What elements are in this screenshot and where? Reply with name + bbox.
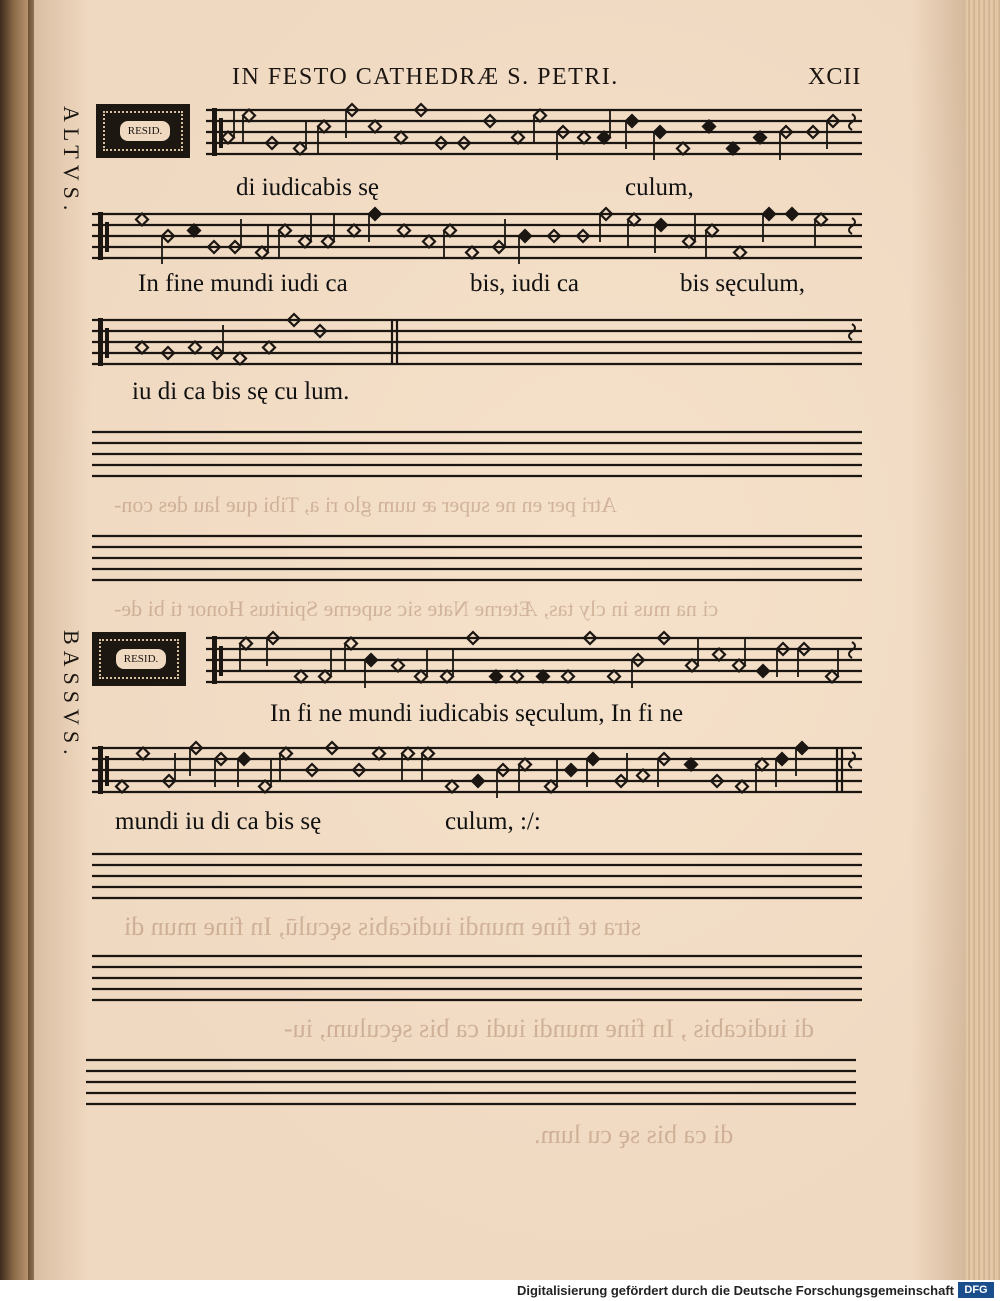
lyric-text: bis sęculum, bbox=[680, 270, 805, 297]
note-head bbox=[587, 753, 599, 765]
note-head bbox=[238, 753, 250, 765]
music-note bbox=[446, 781, 458, 793]
resid-cartouche bbox=[96, 104, 190, 158]
music-note bbox=[466, 247, 478, 259]
note-head bbox=[734, 247, 746, 259]
note-head bbox=[562, 671, 574, 683]
music-note bbox=[565, 764, 577, 776]
note-head bbox=[512, 132, 524, 144]
clef-mark bbox=[98, 212, 103, 260]
lyric-text: culum, :/: bbox=[445, 808, 541, 835]
music-note bbox=[256, 225, 268, 259]
note-head bbox=[319, 671, 331, 683]
note-head bbox=[565, 764, 577, 776]
music-note bbox=[519, 759, 531, 793]
music-note bbox=[757, 665, 769, 677]
note-head bbox=[189, 342, 201, 354]
music-note bbox=[608, 671, 620, 683]
note-head bbox=[776, 753, 788, 765]
music-note bbox=[537, 671, 549, 683]
music-note bbox=[727, 143, 739, 155]
clef-mark bbox=[212, 636, 217, 684]
music-note bbox=[786, 208, 798, 220]
lyric-text: iu di ca bis sę cu lum. bbox=[132, 378, 350, 405]
music-note bbox=[402, 748, 414, 782]
music-note bbox=[703, 121, 715, 133]
bassus-staff-2 bbox=[92, 742, 862, 804]
music-note bbox=[373, 748, 385, 760]
bleed-through: di iudicabis , In fine mundi iudi ca bis sęculum, iu- bbox=[284, 1014, 815, 1043]
page-header: IN FESTO CATHEDRÆ S. PETRI. bbox=[232, 64, 619, 90]
note-head bbox=[348, 225, 360, 237]
music-note bbox=[398, 225, 410, 237]
page-edges bbox=[966, 0, 1000, 1280]
music-note bbox=[116, 781, 128, 793]
cartouche-label: RESID. bbox=[116, 649, 166, 669]
resid-cartouche bbox=[92, 632, 186, 686]
music-note bbox=[598, 110, 610, 144]
note-head bbox=[441, 671, 453, 683]
music-note bbox=[734, 247, 746, 259]
clef-mark bbox=[219, 646, 223, 676]
music-note bbox=[733, 638, 745, 672]
music-note bbox=[686, 638, 698, 672]
note-head bbox=[472, 775, 484, 787]
note-head bbox=[490, 671, 502, 683]
funding-credit: Digitalisierung gefördert durch die Deutsche Forschungsgemeinschaft bbox=[516, 1283, 954, 1298]
empty-staff bbox=[92, 530, 862, 592]
note-head bbox=[763, 208, 775, 220]
note-head bbox=[637, 770, 649, 782]
note-head bbox=[534, 110, 546, 122]
note-head bbox=[365, 654, 377, 666]
music-note bbox=[392, 660, 404, 672]
note-head bbox=[683, 236, 695, 248]
music-note bbox=[189, 342, 201, 354]
music-note bbox=[395, 132, 407, 144]
lyric-text: bis, iudi ca bbox=[470, 270, 580, 297]
music-note bbox=[188, 225, 200, 237]
music-note bbox=[490, 671, 502, 683]
music-note bbox=[322, 214, 334, 248]
clef-mark bbox=[105, 756, 109, 786]
note-head bbox=[279, 225, 291, 237]
note-head bbox=[757, 665, 769, 677]
note-head bbox=[444, 225, 456, 237]
music-note bbox=[677, 143, 689, 155]
note-head bbox=[136, 342, 148, 354]
note-head bbox=[519, 230, 531, 242]
cartouche-label: RESID. bbox=[120, 121, 170, 141]
note-head bbox=[295, 671, 307, 683]
altus-staff-2 bbox=[92, 208, 862, 270]
music-note bbox=[685, 759, 697, 771]
music-note bbox=[137, 748, 149, 760]
note-head bbox=[727, 143, 739, 155]
bleed-through: di ca bis sę cu lum. bbox=[534, 1120, 734, 1149]
note-head bbox=[598, 132, 610, 144]
note-head bbox=[299, 236, 311, 248]
note-head bbox=[686, 660, 698, 672]
music-note bbox=[441, 649, 453, 683]
note-head bbox=[826, 671, 838, 683]
bassus-staff-1 bbox=[206, 632, 862, 694]
lyric-text: In fi ne mundi iudicabis sęculum, In fi ne bbox=[270, 700, 684, 727]
music-note bbox=[279, 225, 291, 259]
note-head bbox=[519, 759, 531, 771]
music-note bbox=[369, 121, 381, 133]
note-head bbox=[322, 236, 334, 248]
bleed-through: Atri per en ne super æ uum glo ri a, Tibi que lau des con- bbox=[114, 492, 617, 517]
note-head bbox=[188, 225, 200, 237]
music-note bbox=[319, 649, 331, 683]
music-note bbox=[263, 342, 275, 354]
music-note bbox=[534, 110, 546, 144]
music-note bbox=[243, 110, 255, 144]
dfg-logo: DFG bbox=[958, 1282, 994, 1298]
note-head bbox=[423, 236, 435, 248]
music-note bbox=[259, 759, 271, 793]
note-head bbox=[796, 742, 808, 754]
note-head bbox=[706, 225, 718, 237]
music-note bbox=[423, 236, 435, 248]
empty-staff bbox=[92, 950, 862, 1012]
note-head bbox=[786, 208, 798, 220]
empty-staff bbox=[92, 426, 862, 488]
music-note bbox=[415, 649, 427, 683]
note-head bbox=[685, 759, 697, 771]
note-head bbox=[736, 781, 748, 793]
note-head bbox=[240, 638, 252, 650]
clef-mark bbox=[105, 328, 109, 358]
music-note bbox=[637, 770, 649, 782]
lyric-text: di iudicabis sę bbox=[236, 174, 380, 201]
music-note bbox=[318, 121, 330, 155]
note-head bbox=[608, 671, 620, 683]
music-note bbox=[136, 214, 148, 226]
music-note bbox=[754, 132, 766, 144]
note-head bbox=[136, 214, 148, 226]
note-head bbox=[398, 225, 410, 237]
music-note bbox=[736, 781, 748, 793]
note-head bbox=[345, 638, 357, 650]
note-head bbox=[466, 247, 478, 259]
music-note bbox=[472, 775, 484, 787]
altus-voice-label: ALTVS. bbox=[59, 106, 84, 217]
music-note bbox=[240, 638, 252, 672]
music-note bbox=[512, 132, 524, 144]
music-note bbox=[234, 353, 246, 365]
note-head bbox=[654, 126, 666, 138]
music-note bbox=[299, 214, 311, 248]
music-note bbox=[578, 132, 590, 144]
footer-bar bbox=[0, 1280, 1000, 1301]
music-note bbox=[815, 214, 827, 248]
note-head bbox=[754, 132, 766, 144]
clef-mark bbox=[98, 318, 103, 366]
music-note bbox=[628, 214, 640, 248]
note-head bbox=[318, 121, 330, 133]
music-note bbox=[756, 759, 768, 793]
music-note bbox=[511, 671, 523, 683]
music-note bbox=[706, 225, 718, 259]
lyric-text: In fine mundi iudi ca bbox=[138, 270, 348, 297]
clef-mark bbox=[98, 746, 103, 794]
note-head bbox=[815, 214, 827, 226]
music-note bbox=[683, 214, 695, 248]
note-head bbox=[578, 132, 590, 144]
note-head bbox=[703, 121, 715, 133]
note-head bbox=[263, 342, 275, 354]
note-head bbox=[422, 748, 434, 760]
music-note bbox=[713, 649, 725, 661]
note-head bbox=[234, 353, 246, 365]
clef-mark bbox=[105, 222, 109, 252]
bassus-voice-label: BASSVS. bbox=[59, 630, 84, 761]
note-head bbox=[446, 781, 458, 793]
note-head bbox=[116, 781, 128, 793]
empty-staff bbox=[86, 1054, 856, 1116]
music-note bbox=[545, 759, 557, 793]
lyric-text: culum, bbox=[625, 174, 694, 201]
bleed-through: ci na mus in cly tas, Æterne Nate sic superne Spiritus Honor ti bi de- bbox=[114, 596, 719, 621]
music-note bbox=[345, 638, 357, 672]
note-head bbox=[537, 671, 549, 683]
music-note bbox=[348, 225, 360, 237]
clef-mark bbox=[219, 118, 223, 148]
note-head bbox=[137, 748, 149, 760]
note-head bbox=[677, 143, 689, 155]
music-note bbox=[562, 671, 574, 683]
music-note bbox=[222, 110, 234, 144]
note-head bbox=[626, 115, 638, 127]
note-head bbox=[256, 247, 268, 259]
note-head bbox=[392, 660, 404, 672]
note-head bbox=[373, 748, 385, 760]
note-head bbox=[222, 132, 234, 144]
note-head bbox=[294, 143, 306, 155]
folio-number: XCII bbox=[808, 64, 862, 90]
altus-staff-1 bbox=[206, 104, 862, 166]
note-head bbox=[395, 132, 407, 144]
lyric-text: mundi iu di ca bis sę bbox=[115, 808, 322, 835]
clef-mark bbox=[212, 108, 217, 156]
empty-staff bbox=[92, 848, 862, 910]
note-head bbox=[511, 671, 523, 683]
music-note bbox=[826, 649, 838, 683]
music-note bbox=[295, 671, 307, 683]
altus-staff-3 bbox=[92, 314, 862, 376]
note-head bbox=[369, 208, 381, 220]
bleed-through: stra te fine mundi iudicabis sęculū, In fine mun di bbox=[124, 912, 641, 941]
music-note bbox=[422, 748, 434, 782]
note-head bbox=[628, 214, 640, 226]
note-head bbox=[259, 781, 271, 793]
note-head bbox=[756, 759, 768, 771]
note-head bbox=[280, 748, 292, 760]
note-head bbox=[545, 781, 557, 793]
note-head bbox=[415, 671, 427, 683]
music-note bbox=[294, 121, 306, 155]
note-head bbox=[713, 649, 725, 661]
music-note bbox=[444, 225, 456, 259]
note-head bbox=[402, 748, 414, 760]
note-head bbox=[655, 219, 667, 231]
note-head bbox=[243, 110, 255, 122]
music-note bbox=[280, 748, 292, 782]
note-head bbox=[369, 121, 381, 133]
music-note bbox=[136, 342, 148, 354]
note-head bbox=[733, 660, 745, 672]
